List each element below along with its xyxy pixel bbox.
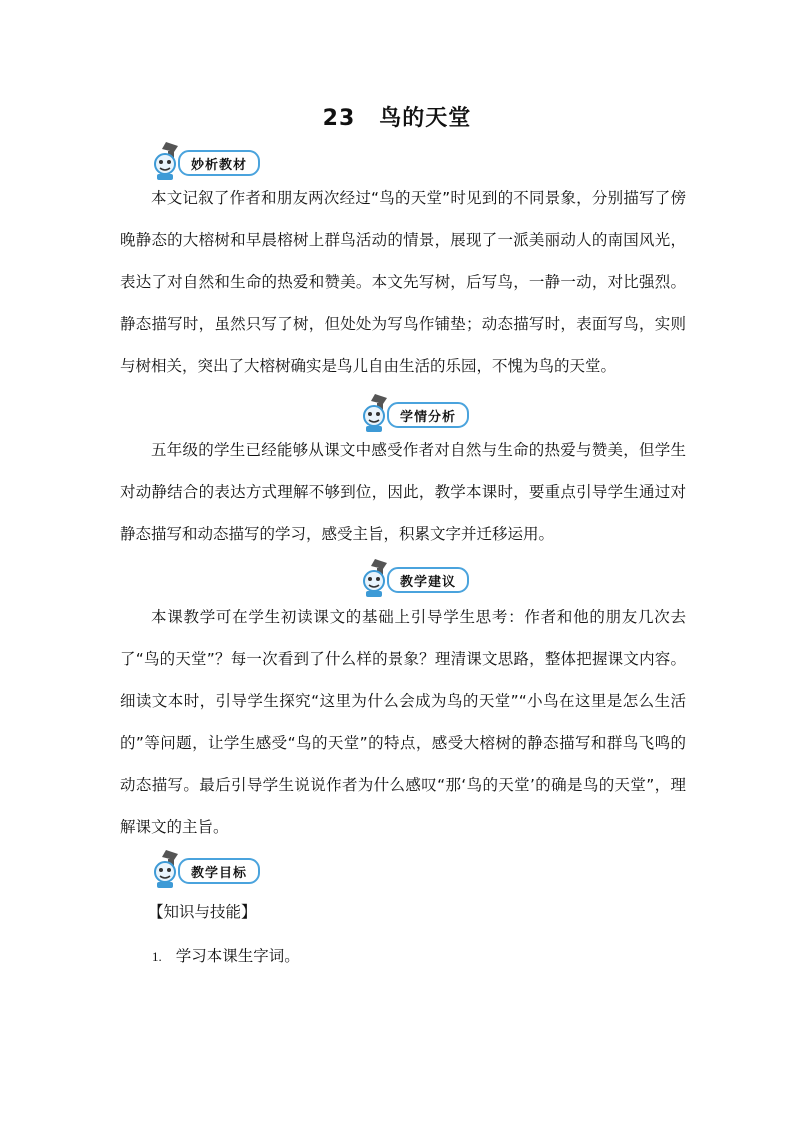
section-badge [387,402,469,428]
objectives-subheading: 【知识与技能】 [148,903,257,921]
section-header-teaching-advice [357,557,477,599]
section-header-student-analysis [357,392,477,434]
lesson-title [0,101,794,132]
section-paragraph: 五年级的学生已经能够从课文中感受作者对自然与生命的热爱与赞美，但学生对动静结合的表达方式理解不够到位，因此，教学本课时，要重点引导学生通过对静态描写和动态描写的学习，感受主旨，积累文字并迁移运用。 [120,441,686,543]
lesson-title-text: 鸟的天堂 [379,106,472,131]
section-badge [178,858,260,884]
list-item-number: 1. [152,949,162,964]
section-label: 教学建议 [399,574,456,590]
section-badge [178,150,260,176]
section-paragraph: 本课教学可在学生初读课文的基础上引导学生思考：作者和他的朋友几次去了“鸟的天堂”？每一次看到了什么样的景象？理清课文思路，整体把握课文内容。细读文本时，引导学生探究“这里为什么会成为鸟的天堂”“小鸟在这里是怎么生活的”等问题，让学生感受“鸟的天堂”的特点，感受大榕树的静态描写和群鸟飞鸣的动态描写。最后引导学生说说作者为什么感叹“那‘鸟的天堂’的确是鸟的天堂”，理解课文的主旨。 [120,608,686,836]
list-item-text: 学习本课生字词。 [175,947,300,965]
section-label: 妙析教材 [190,157,247,173]
section-header-teaching-goals [148,848,268,890]
lesson-number: 23 [322,106,356,131]
section-label: 学情分析 [399,409,456,425]
section-header-analysis [148,140,268,182]
section-paragraph: 本文记叙了作者和朋友两次经过“鸟的天堂”时见到的不同景象，分别描写了傍晚静态的大榕树和早晨榕树上群鸟活动的情景，展现了一派美丽动人的南国风光，表达了对自然和生命的热爱和赞美。本文先写树，后写鸟，一静一动，对比强烈。静态描写时，虽然只写了树，但处处为写鸟作铺垫；动态描写时，表面写鸟，实则与树相关，突出了大榕树确实是鸟儿自由生活的乐园，不愧为鸟的天堂。 [120,189,686,375]
section-label: 教学目标 [190,865,247,881]
section-badge [387,567,469,593]
list-item [152,941,300,972]
